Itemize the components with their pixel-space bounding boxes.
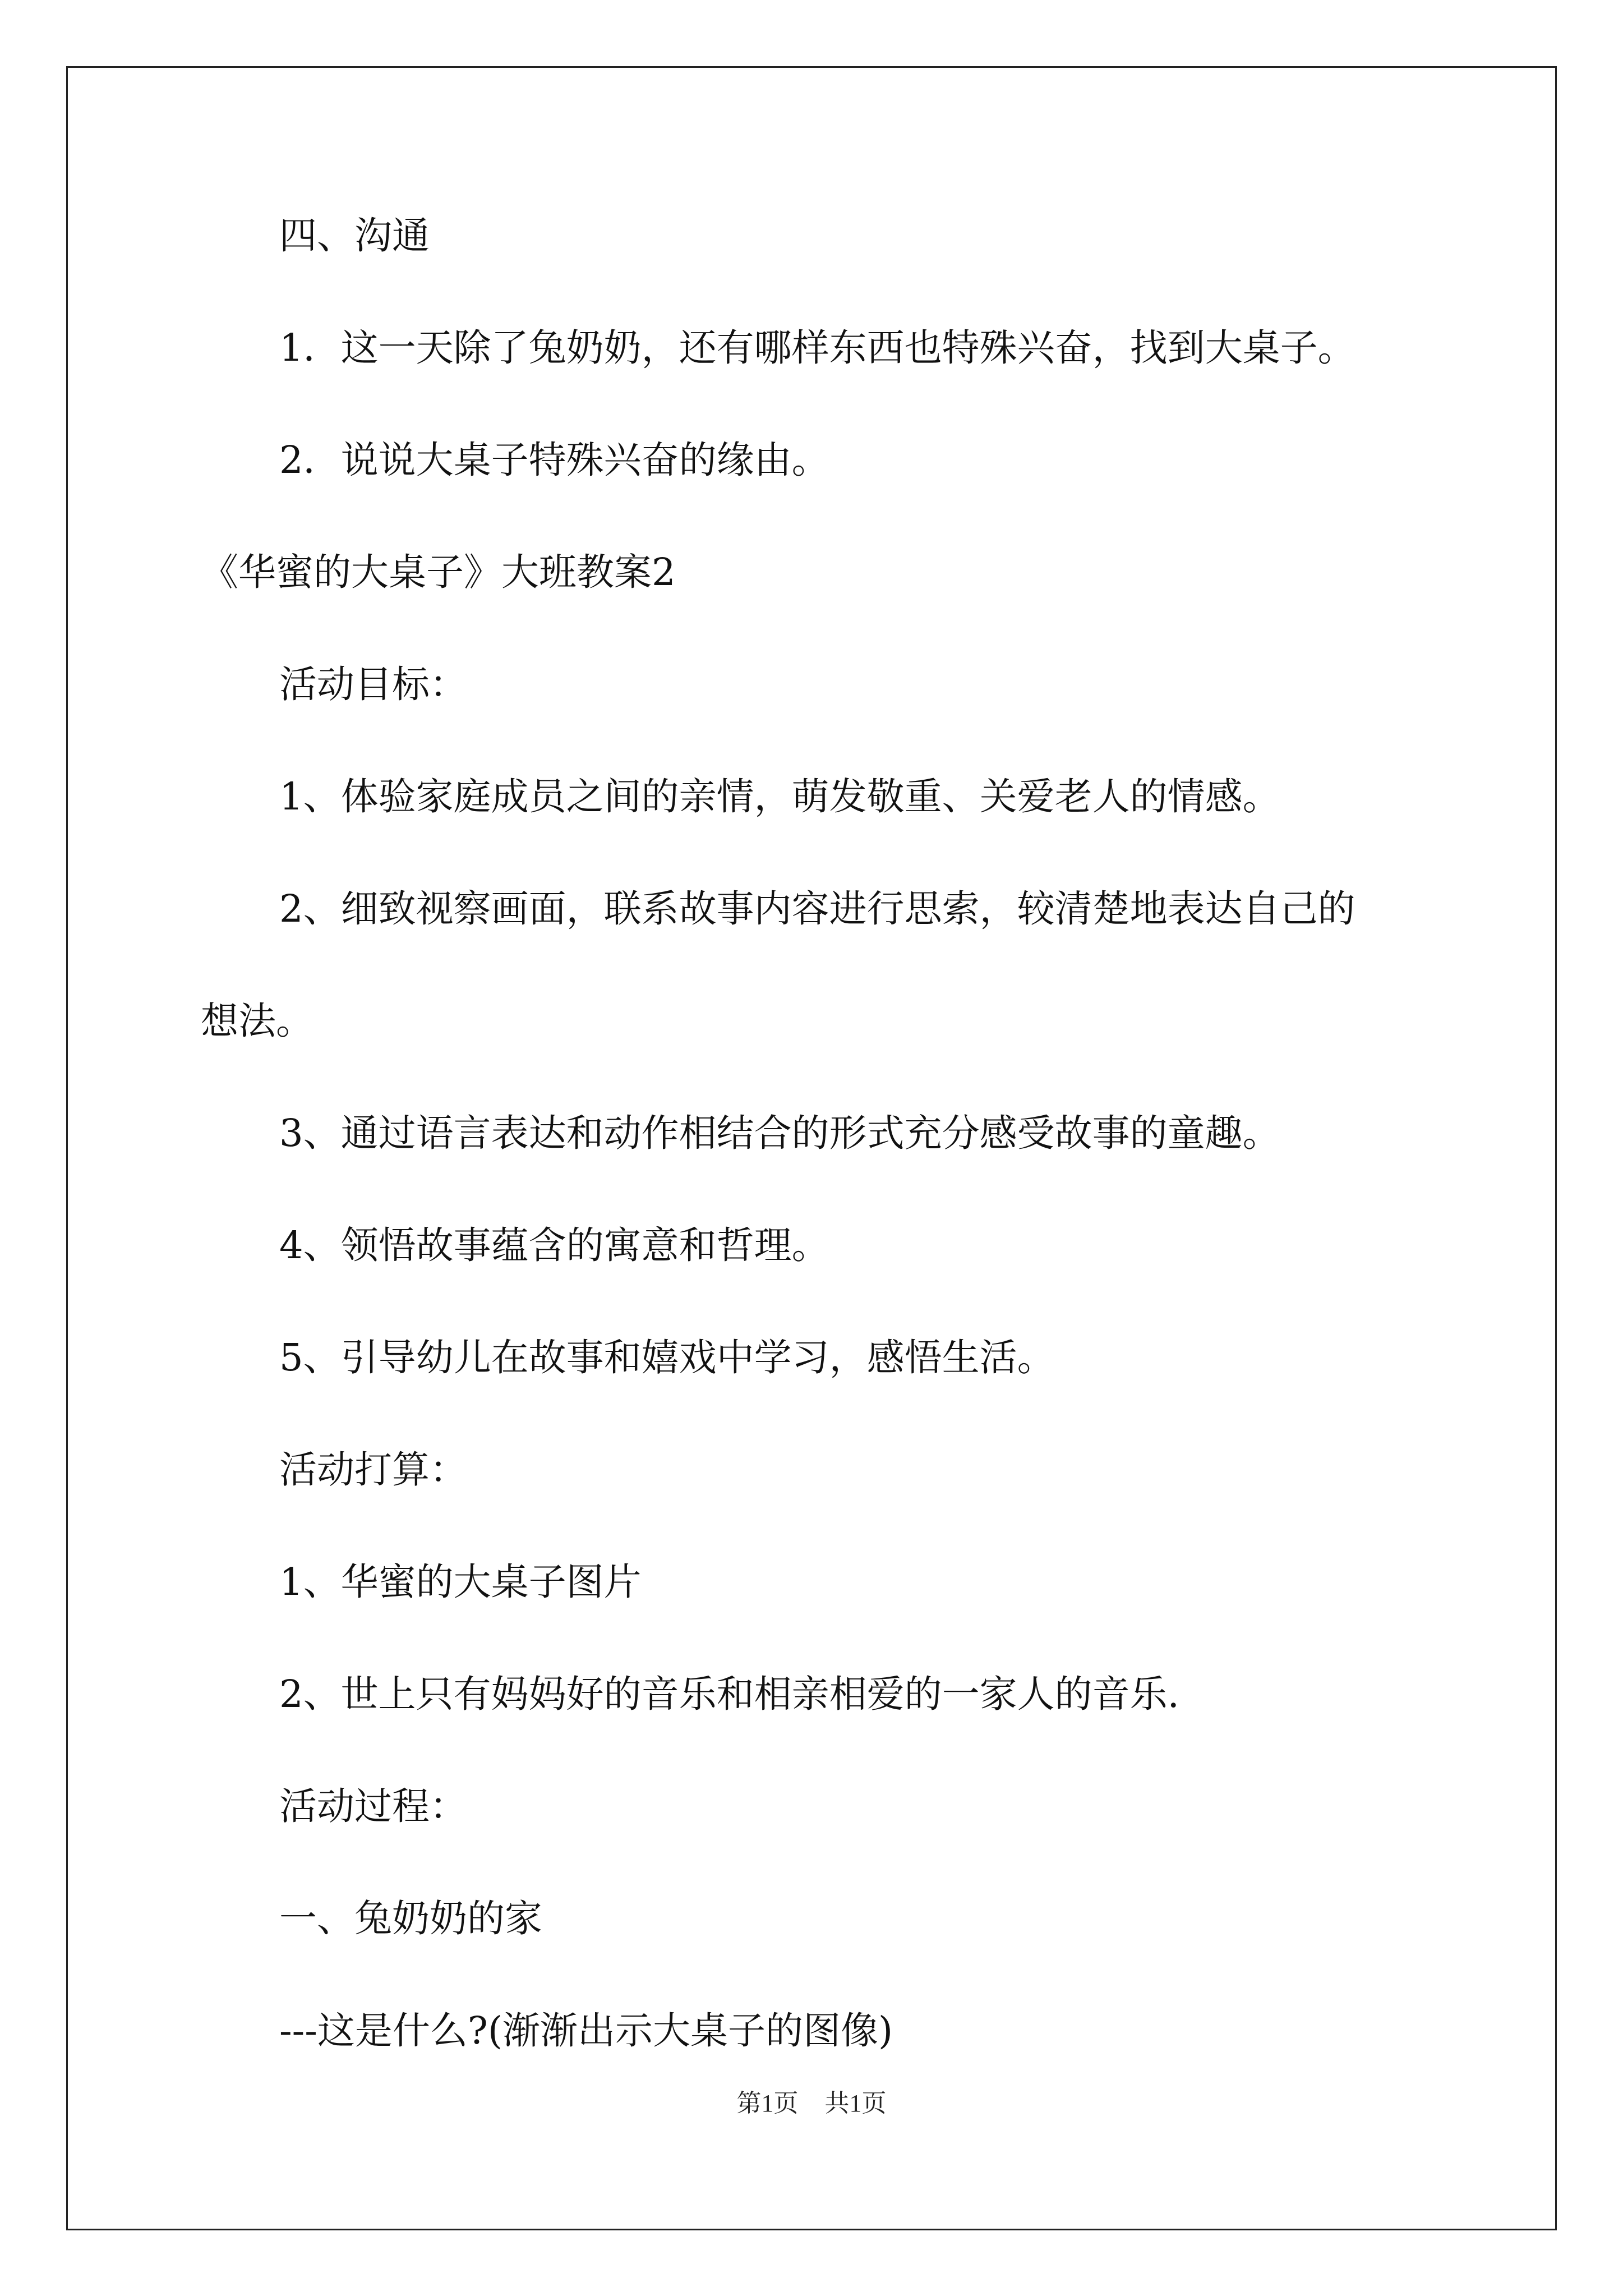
section-heading-goals: 活动目标： bbox=[279, 662, 467, 706]
page-number-total: 共1页 bbox=[824, 2090, 887, 2117]
section-heading-preparation: 活动打算： bbox=[279, 1448, 467, 1492]
paragraph-line: 1、华蜜的大桌子图片 bbox=[279, 1560, 642, 1604]
paragraph-line-continuation: 想法。 bbox=[201, 999, 313, 1043]
paragraph-line: ---这是什么?(渐渐出示大桌子的图像) bbox=[279, 2009, 893, 2053]
paragraph-line: 3、通过语言表达和动作相结合的形式充分感受故事的童趣。 bbox=[279, 1111, 1280, 1155]
paragraph-line: 一、兔奶奶的家 bbox=[279, 1897, 542, 1940]
page-footer bbox=[0, 2087, 1623, 2120]
paragraph-line: 1．这一天除了兔奶奶，还有哪样东西也特殊兴奋，找到大桌子。 bbox=[279, 326, 1355, 370]
page-number-current: 第1页 bbox=[736, 2090, 799, 2117]
paragraph-line: 2、细致视察画面，联系故事内容进行思索，较清楚地表达自己的 bbox=[279, 887, 1355, 931]
section-heading-process: 活动过程： bbox=[279, 1784, 467, 1828]
paragraph-line: 4、领悟故事蕴含的寓意和哲理。 bbox=[279, 1223, 829, 1267]
paragraph-line: 5、引导幼儿在故事和嬉戏中学习，感悟生活。 bbox=[279, 1336, 1055, 1379]
paragraph-line: 1、体验家庭成员之间的亲情，萌发敬重、关爱老人的情感。 bbox=[279, 775, 1280, 818]
section-heading-communication: 四、沟通 bbox=[279, 214, 430, 257]
document-title: 《华蜜的大桌子》大班教案2 bbox=[201, 550, 676, 594]
paragraph-line: 2、世上只有妈妈好的音乐和相亲相爱的一家人的音乐. bbox=[279, 1672, 1179, 1716]
paragraph-line: 2．说说大桌子特殊兴奋的缘由。 bbox=[279, 438, 829, 482]
